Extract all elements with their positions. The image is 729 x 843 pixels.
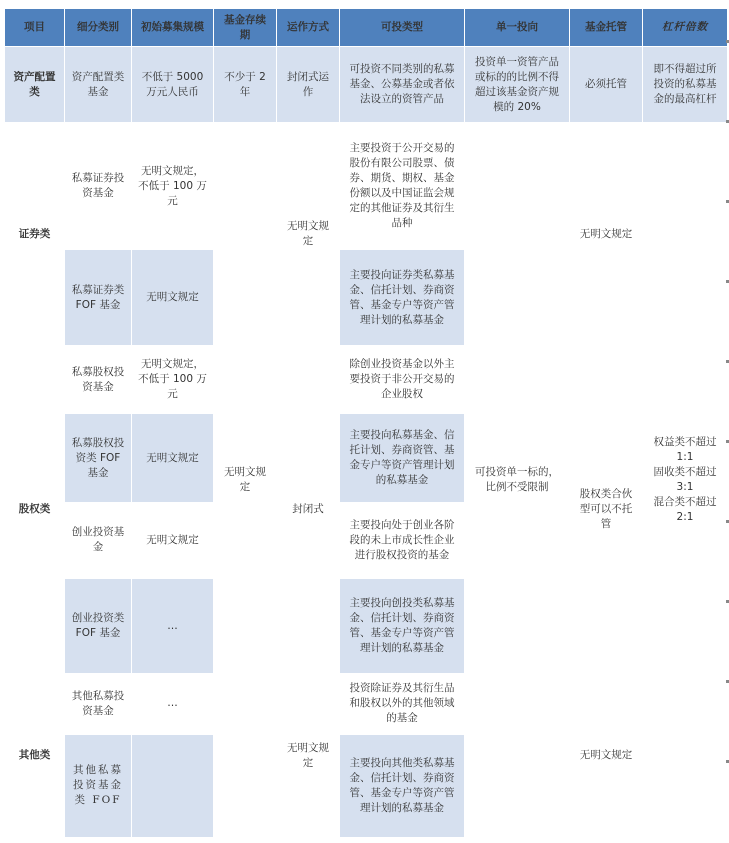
duration-cell: 不少于 2 年 xyxy=(214,47,277,123)
mode-cell: 封闭式运作 xyxy=(277,47,340,123)
scale-cell: 无明文规定 xyxy=(132,502,214,578)
custody-cell: 必须托管 xyxy=(570,47,643,123)
types-cell: 可投资不同类别的私募基金、公募基金或者依法设立的资管产品 xyxy=(340,47,465,123)
subcategory-cell: 资产配置类基金 xyxy=(65,47,132,123)
category-cell: 证券类 xyxy=(5,123,65,346)
page-edge-markers xyxy=(725,0,729,843)
leverage-line: 混合类不超过 2:1 xyxy=(653,496,717,524)
header-cell: 杠杆倍数 xyxy=(643,9,728,47)
subcategory-cell: 私募证券投资基金 xyxy=(65,123,132,249)
subcategory-cell: 私募股权投资基金 xyxy=(65,346,132,414)
single-cell: 可投资单一标的，比例不受限制 xyxy=(465,123,570,838)
subcategory-cell: 创业投资类 FOF 基金 xyxy=(65,579,132,674)
header-cell: 项目 xyxy=(5,9,65,47)
types-cell: 主要投向处于创业各阶段的未上市成长性企业进行股权投资的基金 xyxy=(340,502,465,578)
mode-cell: 封闭式 xyxy=(277,346,340,674)
category-cell: 其他类 xyxy=(5,674,65,838)
leverage-line: 固收类不超过 3:1 xyxy=(653,466,717,494)
scale-cell: 无明文规定 xyxy=(132,249,214,345)
custody-cell: 无明文规定 xyxy=(570,123,643,346)
fund-comparison-table xyxy=(4,8,728,838)
subcategory-cell: 其他私募投资基金类 FOF xyxy=(65,734,132,837)
header-cell: 细分类别 xyxy=(65,9,132,47)
scale-cell: … xyxy=(132,579,214,674)
custody-cell: 无明文规定 xyxy=(570,674,643,838)
leverage-cell: 即不得超过所投资的私募基金的最高杠杆 xyxy=(643,47,728,123)
scale-cell: 无明文规定，不低于 100 万元 xyxy=(132,123,214,249)
subcategory-cell: 私募证券类 FOF 基金 xyxy=(65,249,132,345)
duration-cell: 无明文规定 xyxy=(214,123,277,838)
table-row xyxy=(5,674,728,734)
header-cell: 可投类型 xyxy=(340,9,465,47)
types-cell: 主要投向私募基金、信托计划、券商资管、基金专户等资产管理计划的私募基金 xyxy=(340,414,465,502)
header-cell: 基金托管 xyxy=(570,9,643,47)
types-cell: 主要投向其他类私募基金、信托计划、券商资管、基金专户等资产管理计划的私募基金 xyxy=(340,734,465,837)
header-cell: 运作方式 xyxy=(277,9,340,47)
category-cell: 资产配置类 xyxy=(5,47,65,123)
single-cell: 投资单一资管产品或标的的比例不得超过该基金资产规模的 20% xyxy=(465,47,570,123)
subcategory-cell: 其他私募投资基金 xyxy=(65,674,132,734)
mode-cell: 无明文规定 xyxy=(277,123,340,346)
types-cell: 投资除证券及其衍生品和股权以外的其他领域的基金 xyxy=(340,674,465,734)
scale-cell: 无明文规定 xyxy=(132,414,214,502)
mode-cell: 无明文规定 xyxy=(277,674,340,838)
subcategory-cell: 私募股权投资类 FOF 基金 xyxy=(65,414,132,502)
header-row xyxy=(5,9,728,47)
types-cell: 主要投资于公开交易的股份有限公司股票、债券、期货、期权、基金份额以及中国证监会规定的其他证券及其衍生品种 xyxy=(340,123,465,249)
table-row xyxy=(5,123,728,249)
header-cell: 单一投向 xyxy=(465,9,570,47)
category-cell: 股权类 xyxy=(5,346,65,674)
scale-cell: … xyxy=(132,674,214,734)
types-cell: 主要投向证券类私募基金、信托计划、券商资管、基金专户等资产管理计划的私募基金 xyxy=(340,249,465,345)
table-row xyxy=(5,47,728,123)
header-cell: 初始募集规模 xyxy=(132,9,214,47)
leverage-line: 权益类不超过 1:1 xyxy=(653,436,717,464)
types-cell: 除创业投资基金以外主要投资于非公开交易的企业股权 xyxy=(340,346,465,414)
header-cell: 基金存续期 xyxy=(214,9,277,47)
leverage-cell xyxy=(643,123,728,838)
scale-cell xyxy=(132,734,214,837)
types-cell: 主要投向创投类私募基金、信托计划、券商资管、基金专户等资产管理计划的私募基金 xyxy=(340,579,465,674)
scale-cell: 不低于 5000 万元人民币 xyxy=(132,47,214,123)
subcategory-cell: 创业投资基金 xyxy=(65,502,132,578)
table-row xyxy=(5,346,728,414)
custody-cell: 股权类合伙型可以不托管 xyxy=(570,346,643,674)
scale-cell: 无明文规定，不低于 100 万元 xyxy=(132,346,214,414)
